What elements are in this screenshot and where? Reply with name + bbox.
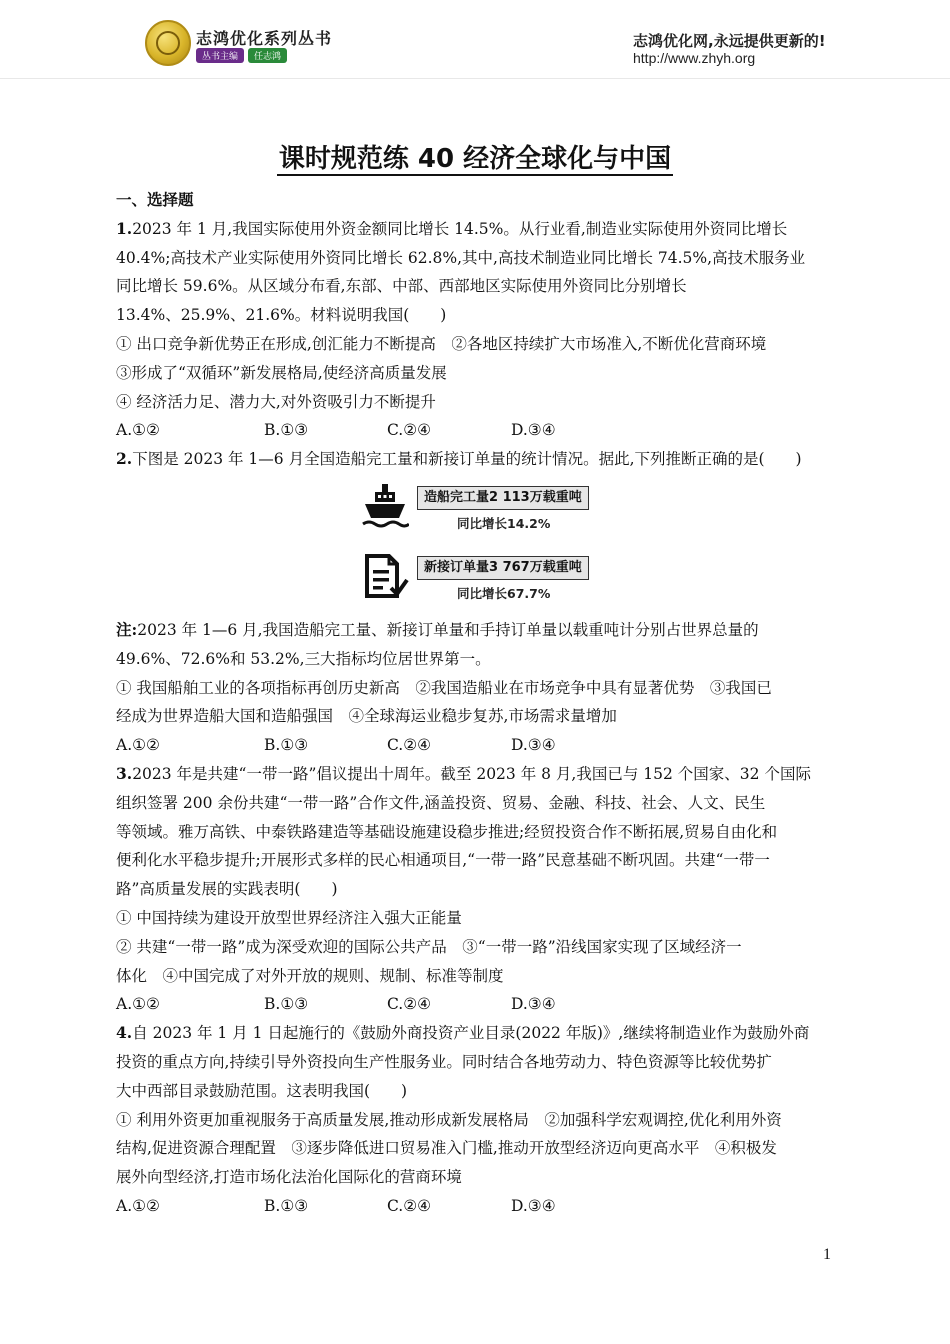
option-b: B.①③ [264, 421, 309, 440]
option-a: A.①② [116, 421, 160, 440]
statement-line: ① 出口竞争新优势正在形成,创汇能力不断提高 ②各地区持续扩大市场准入,不断优化营商环境 [116, 334, 767, 353]
statement-line: 结构,促进资源合理配置 ③逐步降低进口贸易准入门槛,推动开放型经济迈向更高水平 ④积极发 [116, 1139, 777, 1158]
question-number: 2. [116, 449, 133, 469]
question-stem-line: 等领域。雅万高铁、中泰铁路建造等基础设施建设稳步推进;经贸投资合作不断拓展,贸易自由化和 [116, 822, 778, 841]
section-title: 一、选择题 [116, 191, 194, 209]
completion-volume-label: 造船完工量2 113万载重吨 [417, 486, 589, 510]
ship-icon [361, 482, 409, 530]
question-3 [116, 760, 838, 1019]
order-document-icon [361, 552, 409, 600]
brand-editor-name: 任志鸿 [248, 48, 287, 63]
question-number: 4. [116, 1023, 133, 1043]
completion-growth-label: 同比增长14.2% [457, 515, 551, 531]
question-number: 3. [116, 763, 133, 783]
note-label: 注: [116, 619, 138, 639]
question-content [116, 186, 838, 1221]
option-a: A.①② [116, 995, 160, 1014]
header-divider [0, 78, 950, 79]
answer-options [116, 731, 838, 760]
question-stem-line: 40.4%;高技术产业实际使用外资同比增长 62.8%,其中,高技术制造业同比增长 74.5%,高技术服务业 [116, 248, 806, 267]
shipbuilding-figure [116, 474, 838, 614]
statement-line: ③形成了“双循环”新发展格局,使经济高质量发展 [116, 363, 447, 382]
question-4 [116, 1019, 838, 1221]
brand-editor-label: 丛书主编 [196, 48, 244, 63]
option-d: D.③④ [511, 995, 556, 1014]
question-2 [116, 445, 838, 760]
option-b: B.①③ [264, 1196, 309, 1215]
question-stem-line: 同比增长 59.6%。从区域分布看,东部、中部、西部地区实际使用外资同比分别增长 [116, 277, 687, 296]
statement-line: ① 我国船舶工业的各项指标再创历史新高 ②我国造船业在市场竞争中具有显著优势 ③我国已 [116, 678, 772, 697]
question-stem-line: 2023 年 1 月,我国实际使用外资金额同比增长 14.5%。从行业看,制造业实际使用外资同比增长 [132, 219, 788, 238]
page-header [0, 0, 950, 80]
statement-line: 体化 ④中国完成了对外开放的规则、规制、标准等制度 [116, 966, 504, 985]
question-stem-line: 路”高质量发展的实践表明( ) [116, 880, 338, 899]
option-c: C.②④ [387, 995, 432, 1014]
question-stem-line: 2023 年是共建“一带一路”倡议提出十周年。截至 2023 年 8 月,我国已与 152 个国家、32 个国际 [132, 764, 811, 783]
option-a: A.①② [116, 1196, 160, 1215]
question-stem-line: 组织签署 200 余份共建“一带一路”合作文件,涵盖投资、贸易、金融、科技、社会、人文、民生 [116, 793, 766, 812]
statement-line: 经成为世界造船大国和造船强国 ④全球海运业稳步复苏,市场需求量增加 [116, 707, 617, 726]
page-title: 课时规范练 40 经济全球化与中国 [278, 144, 672, 174]
option-d: D.③④ [511, 736, 556, 755]
question-stem-line: 下图是 2023 年 1—6 月全国造船完工量和新接订单量的统计情况。据此,下列推断正确的是( ) [132, 450, 802, 469]
header-slogan: 志鸿优化网,永远提供更新的! [633, 32, 826, 50]
note-line: 49.6%、72.6%和 53.2%,三大指标均位居世界第一。 [116, 649, 491, 668]
brand-editor [196, 48, 287, 63]
option-d: D.③④ [511, 1196, 556, 1215]
figure-item-completion [361, 482, 601, 544]
option-a: A.①② [116, 736, 160, 755]
option-c: C.②④ [387, 736, 432, 755]
option-c: C.②④ [387, 1196, 432, 1215]
statement-line: ① 中国持续为建设开放型世界经济注入强大正能量 [116, 908, 462, 927]
new-orders-growth-label: 同比增长67.7% [457, 585, 551, 601]
option-d: D.③④ [511, 421, 556, 440]
brand-title: 志鸿优化系列丛书 [196, 29, 333, 48]
note-line: 2023 年 1—6 月,我国造船完工量、新接订单量和手持订单量以载重吨计分别占世界总量的 [137, 620, 759, 639]
answer-options [116, 416, 838, 445]
option-b: B.①③ [264, 736, 309, 755]
statement-line: ① 利用外资更加重视服务于高质量发展,推动形成新发展格局 ②加强科学宏观调控,优化利用外资 [116, 1110, 782, 1129]
figure-item-new-orders [361, 552, 601, 614]
option-b: B.①③ [264, 995, 309, 1014]
question-number: 1. [116, 218, 133, 238]
question-stem-line: 投资的重点方向,持续引导外资投向生产性服务业。同时结合各地劳动力、特色资源等比较优势扩 [116, 1052, 772, 1071]
question-stem-line: 大中西部目录鼓励范围。这表明我国( ) [116, 1081, 408, 1100]
answer-options [116, 1192, 838, 1221]
option-c: C.②④ [387, 421, 432, 440]
statement-line: 展外向型经济,打造市场化法治化国际化的营商环境 [116, 1168, 462, 1187]
statement-line: ④ 经济活力足、潜力大,对外资吸引力不断提升 [116, 392, 436, 411]
answer-options [116, 990, 838, 1019]
question-stem-line: 自 2023 年 1 月 1 日起施行的《鼓励外商投资产业目录(2022 年版)》,继续将制造业作为鼓励外商 [132, 1024, 810, 1043]
new-orders-volume-label: 新接订单量3 767万载重吨 [417, 556, 589, 580]
page-number: 1 [823, 1246, 831, 1263]
header-url: http://www.zhyh.org [633, 50, 756, 66]
question-stem-line: 13.4%、25.9%、21.6%。材料说明我国( ) [116, 306, 447, 325]
question-stem-line: 便利化水平稳步提升;开展形式多样的民心相通项目,“一带一路”民意基础不断巩固。共建“一带一 [116, 851, 770, 870]
statement-line: ② 共建“一带一路”成为深受欢迎的国际公共产品 ③“一带一路”沿线国家实现了区域经济一 [116, 937, 742, 956]
brand-logo-icon [145, 20, 191, 66]
question-1 [116, 215, 838, 445]
